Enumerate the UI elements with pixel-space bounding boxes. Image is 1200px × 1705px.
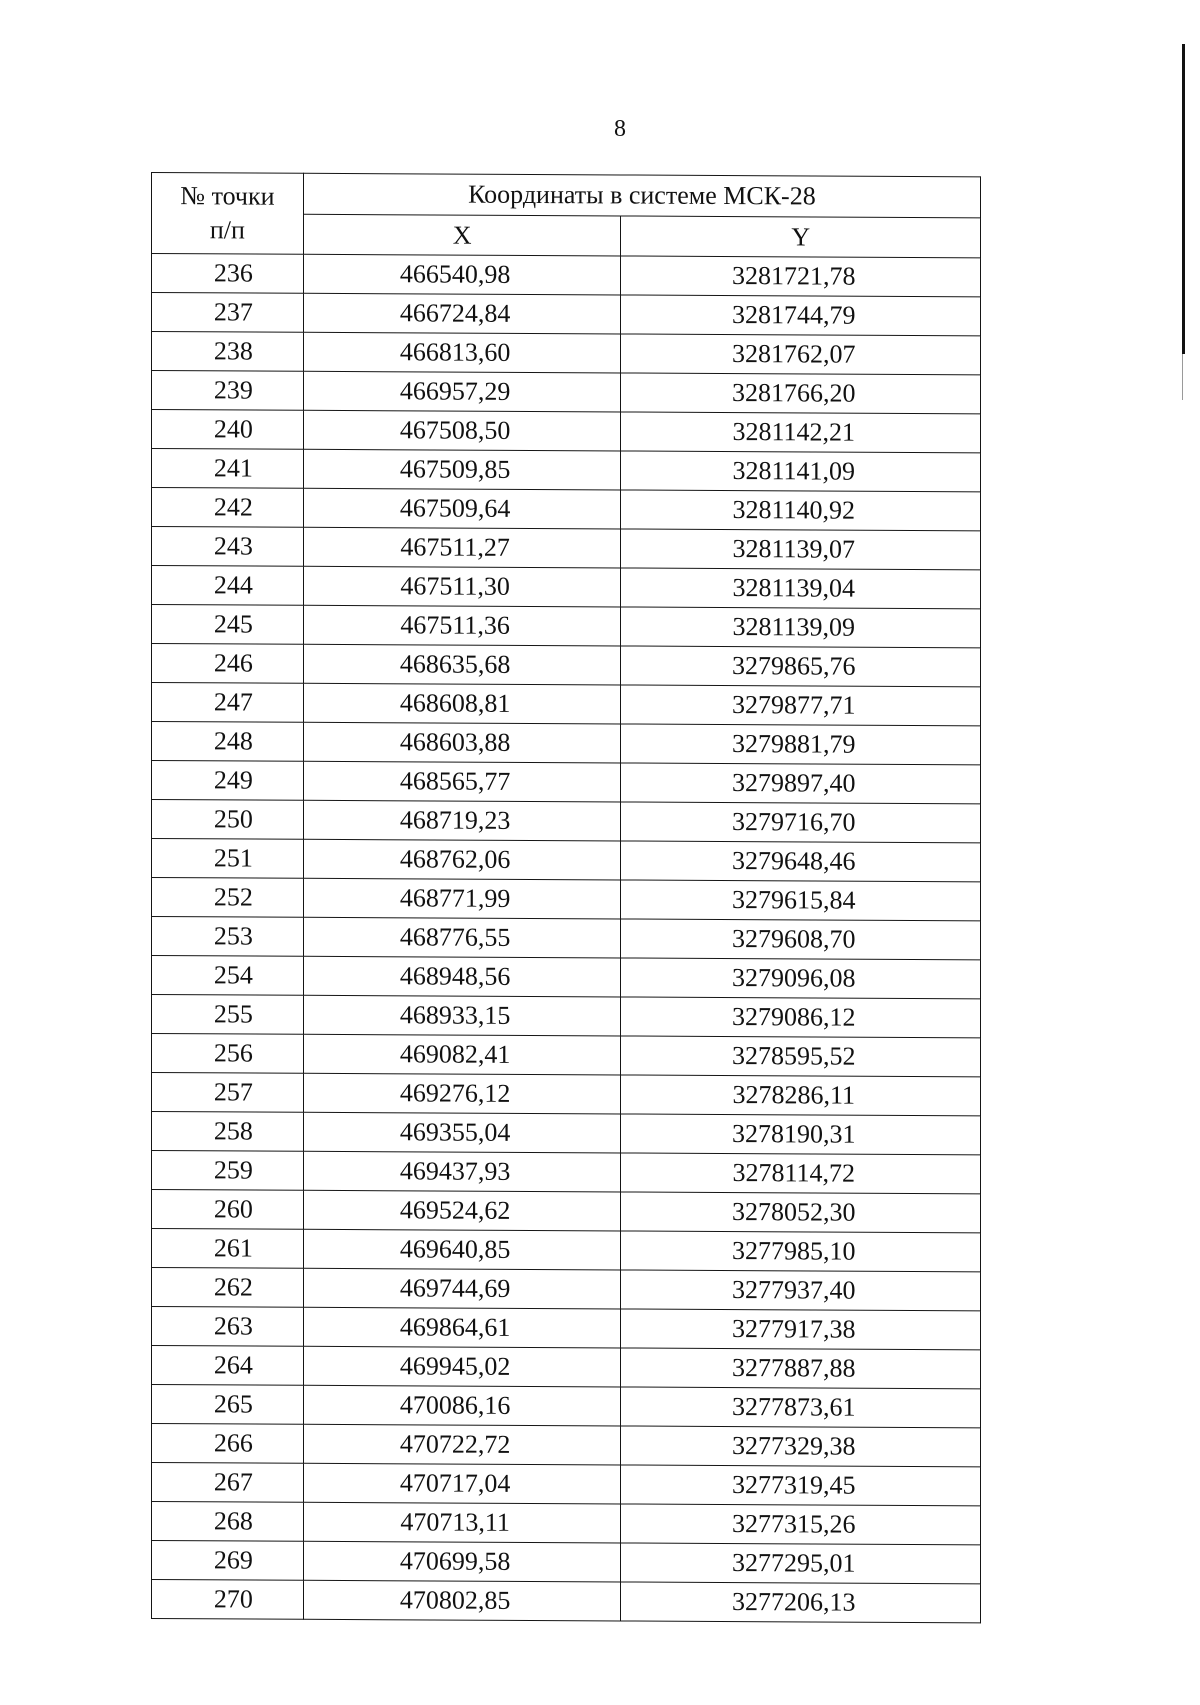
table-row (152, 644, 981, 687)
y-coordinate-cell: 3279648,46 (621, 841, 981, 882)
x-coordinate-cell: 466724,84 (303, 293, 621, 334)
x-coordinate-cell: 470086,16 (303, 1385, 621, 1426)
table-row (152, 1463, 981, 1506)
table-row (152, 293, 981, 336)
y-coordinate-cell: 3277206,13 (621, 1582, 981, 1623)
point-number-cell: 256 (152, 1034, 304, 1074)
table-row (152, 1112, 981, 1155)
x-coordinate-cell: 469437,93 (303, 1151, 621, 1192)
point-number-cell: 268 (152, 1502, 304, 1542)
y-coordinate-cell: 3278190,31 (621, 1114, 981, 1155)
point-number-cell: 257 (152, 1073, 304, 1113)
x-coordinate-cell: 469744,69 (303, 1268, 621, 1309)
x-coordinate-cell: 469524,62 (303, 1190, 621, 1231)
x-coordinate-cell: 469640,85 (303, 1229, 621, 1270)
point-number-cell: 265 (152, 1385, 304, 1425)
x-coordinate-cell: 468933,15 (303, 995, 621, 1036)
coordinates-table (151, 172, 981, 1623)
table-row (152, 566, 981, 609)
x-coordinate-cell: 469945,02 (303, 1346, 621, 1387)
table-row (152, 1151, 981, 1194)
point-number-cell: 241 (152, 449, 304, 489)
table-row (152, 917, 981, 960)
y-coordinate-cell: 3279086,12 (621, 997, 981, 1038)
y-coordinate-cell: 3278114,72 (621, 1153, 981, 1194)
point-number-cell: 245 (152, 605, 304, 645)
y-coordinate-cell: 3279865,76 (621, 646, 981, 687)
point-number-cell: 267 (152, 1463, 304, 1503)
point-number-cell: 250 (152, 800, 304, 840)
x-coordinate-cell: 470699,58 (303, 1541, 621, 1582)
table-row (152, 683, 981, 726)
point-number-cell: 255 (152, 995, 304, 1035)
point-number-cell: 240 (152, 410, 304, 450)
x-coordinate-cell: 468948,56 (303, 956, 621, 997)
table-row (152, 878, 981, 921)
y-coordinate-cell: 3277887,88 (621, 1348, 981, 1389)
table-row (152, 1502, 981, 1545)
x-coordinate-cell: 470713,11 (303, 1502, 621, 1543)
y-coordinate-cell: 3277319,45 (621, 1465, 981, 1506)
point-number-cell: 263 (152, 1307, 304, 1347)
y-column-header: Y (621, 216, 981, 258)
y-coordinate-cell: 3281721,78 (621, 256, 981, 297)
table-row (152, 1034, 981, 1077)
point-number-cell: 264 (152, 1346, 304, 1386)
x-coordinate-cell: 467509,85 (303, 449, 621, 490)
table-row (152, 1073, 981, 1116)
point-number-header-line1: № точки (180, 181, 275, 211)
table-row (152, 722, 981, 765)
x-coordinate-cell: 468565,77 (303, 761, 621, 802)
x-coordinate-cell: 468771,99 (303, 878, 621, 919)
point-number-cell: 259 (152, 1151, 304, 1191)
x-coordinate-cell: 467508,50 (303, 410, 621, 451)
point-number-cell: 262 (152, 1268, 304, 1308)
point-number-cell: 243 (152, 527, 304, 567)
table-row (152, 410, 981, 453)
table-row (152, 254, 981, 297)
x-coordinate-cell: 469864,61 (303, 1307, 621, 1348)
table-row (152, 761, 981, 804)
y-coordinate-cell: 3281139,09 (621, 607, 981, 648)
y-coordinate-cell: 3279877,71 (621, 685, 981, 726)
y-coordinate-cell: 3277873,61 (621, 1387, 981, 1428)
y-coordinate-cell: 3281139,07 (621, 529, 981, 570)
point-number-cell: 248 (152, 722, 304, 762)
y-coordinate-cell: 3278595,52 (621, 1036, 981, 1077)
y-coordinate-cell: 3279608,70 (621, 919, 981, 960)
table-row (152, 839, 981, 882)
point-number-header-line2: п/п (209, 215, 245, 245)
point-number-cell: 253 (152, 917, 304, 957)
y-coordinate-cell: 3278052,30 (621, 1192, 981, 1233)
table-row (152, 956, 981, 999)
y-coordinate-cell: 3277295,01 (621, 1543, 981, 1584)
table-row (152, 1229, 981, 1272)
y-coordinate-cell: 3279881,79 (621, 724, 981, 765)
y-coordinate-cell: 3279096,08 (621, 958, 981, 999)
y-coordinate-cell: 3277329,38 (621, 1426, 981, 1467)
y-coordinate-cell: 3281139,04 (621, 568, 981, 609)
y-coordinate-cell: 3277937,40 (621, 1270, 981, 1311)
x-coordinate-cell: 468776,55 (303, 917, 621, 958)
scan-edge-line-faint (1182, 354, 1183, 400)
point-number-cell: 242 (152, 488, 304, 528)
point-number-cell: 252 (152, 878, 304, 918)
point-number-cell: 260 (152, 1190, 304, 1230)
x-coordinate-cell: 467511,27 (303, 527, 621, 568)
point-number-cell: 266 (152, 1424, 304, 1464)
table-row (152, 488, 981, 531)
x-coordinate-cell: 467511,36 (303, 605, 621, 646)
table-row (152, 1307, 981, 1350)
table-row (152, 995, 981, 1038)
table-row (152, 1346, 981, 1389)
point-number-cell: 236 (152, 254, 304, 294)
x-coordinate-cell: 468762,06 (303, 839, 621, 880)
point-number-cell: 244 (152, 566, 304, 606)
point-number-cell: 261 (152, 1229, 304, 1269)
y-coordinate-cell: 3277315,26 (621, 1504, 981, 1545)
x-coordinate-cell: 469355,04 (303, 1112, 621, 1153)
table-row (152, 1385, 981, 1428)
coordinates-group-header: Координаты в системе МСК-28 (303, 173, 980, 218)
table-row (152, 527, 981, 570)
y-coordinate-cell: 3279615,84 (621, 880, 981, 921)
y-coordinate-cell: 3281141,09 (621, 451, 981, 492)
table-row (152, 449, 981, 492)
point-number-cell: 249 (152, 761, 304, 801)
table-row (152, 1424, 981, 1467)
x-coordinate-cell: 468603,88 (303, 722, 621, 763)
point-number-cell: 269 (152, 1541, 304, 1581)
point-number-cell: 258 (152, 1112, 304, 1152)
x-coordinate-cell: 470717,04 (303, 1463, 621, 1504)
y-coordinate-cell: 3281142,21 (621, 412, 981, 453)
x-coordinate-cell: 470722,72 (303, 1424, 621, 1465)
x-coordinate-cell: 466957,29 (303, 371, 621, 412)
table-row (152, 1580, 981, 1623)
point-number-cell: 270 (152, 1580, 304, 1620)
x-coordinate-cell: 467509,64 (303, 488, 621, 529)
point-number-cell: 246 (152, 644, 304, 684)
table-row (152, 1268, 981, 1311)
x-coordinate-cell: 470802,85 (303, 1580, 621, 1621)
table-row (152, 332, 981, 375)
table-header (152, 173, 981, 258)
point-number-cell: 237 (152, 293, 304, 333)
table-row (152, 371, 981, 414)
point-number-cell: 238 (152, 332, 304, 372)
point-number-header (152, 173, 304, 255)
x-coordinate-cell: 466540,98 (303, 254, 621, 295)
point-number-cell: 239 (152, 371, 304, 411)
x-coordinate-cell: 467511,30 (303, 566, 621, 607)
scan-edge-line (1182, 44, 1185, 354)
y-coordinate-cell: 3277985,10 (621, 1231, 981, 1272)
x-coordinate-cell: 466813,60 (303, 332, 621, 373)
x-coordinate-cell: 469082,41 (303, 1034, 621, 1075)
y-coordinate-cell: 3281762,07 (621, 334, 981, 375)
y-coordinate-cell: 3281766,20 (621, 373, 981, 414)
point-number-cell: 254 (152, 956, 304, 996)
y-coordinate-cell: 3279716,70 (621, 802, 981, 843)
point-number-cell: 247 (152, 683, 304, 723)
table-row (152, 1190, 981, 1233)
table-body (152, 254, 981, 1623)
page-number: 8 (614, 116, 626, 142)
table-row (152, 800, 981, 843)
y-coordinate-cell: 3281140,92 (621, 490, 981, 531)
y-coordinate-cell: 3278286,11 (621, 1075, 981, 1116)
y-coordinate-cell: 3277917,38 (621, 1309, 981, 1350)
table-row (152, 1541, 981, 1584)
x-column-header: X (303, 214, 621, 256)
x-coordinate-cell: 468635,68 (303, 644, 621, 685)
table-row (152, 605, 981, 648)
y-coordinate-cell: 3281744,79 (621, 295, 981, 336)
x-coordinate-cell: 469276,12 (303, 1073, 621, 1114)
point-number-cell: 251 (152, 839, 304, 879)
x-coordinate-cell: 468719,23 (303, 800, 621, 841)
y-coordinate-cell: 3279897,40 (621, 763, 981, 804)
x-coordinate-cell: 468608,81 (303, 683, 621, 724)
